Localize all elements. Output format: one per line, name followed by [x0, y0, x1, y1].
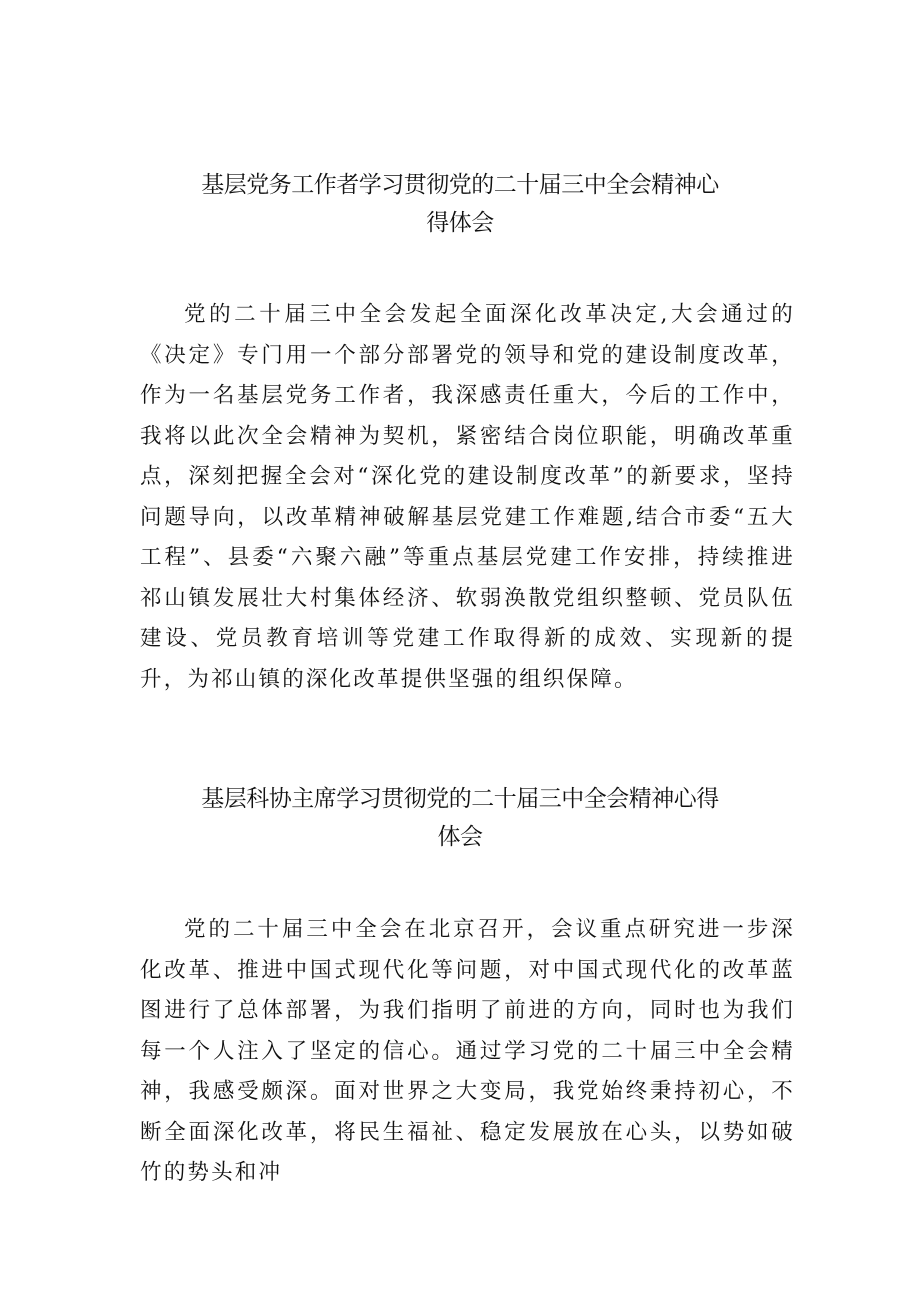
section-2-paragraph: 党的二十届三中全会在北京召开，会议重点研究进一步深化改革、推进中国式现代化等问题，对中国式现代化的改革蓝图进行了总体部署，为我们指明了前进的方向，同时也为我们每一个人注入了坚定的信心。通过学习党的二十届三中全会精神，我感受颇深。面对世界之大变局，我党始终秉持初心，不断全面深化改革，将民生福祉、稳定发展放在心头，以势如破竹的势头和冲 — [140, 917, 795, 1185]
section-2-title-line-2: 体会 — [437, 824, 483, 850]
section-1-title-line-1: 基层党务工作者学习贯彻党的二十届三中全会精神心 — [201, 172, 719, 198]
section-1-title — [160, 166, 760, 242]
section-1-paragraph: 党的二十届三中全会发起全面深化改革决定,大会通过的《决定》专门用一个部分部署党的领导和党的建设制度改革，作为一名基层党务工作者，我深感责任重大，今后的工作中，我将以此次全会精神为契机，紧密结合岗位职能，明确改革重点，深刻把握全会对“深化党的建设制度改革”的新要求，坚持问题导向，以改革精神破解基层党建工作难题,结合市委“五大工程”、县委“六聚六融”等重点基层党建工作安排，持续推进祁山镇发展壮大村集体经济、软弱涣散党组织整顿、党员队伍建设、党员教育培训等党建工作取得新的成效、实现新的提升，为祁山镇的深化改革提供坚强的组织保障。 — [140, 302, 795, 692]
section-2-title — [160, 780, 760, 856]
section-1-title-line-2: 得体会 — [426, 210, 494, 236]
section-2-title-line-1: 基层科协主席学习贯彻党的二十届三中全会精神心得 — [201, 786, 719, 812]
